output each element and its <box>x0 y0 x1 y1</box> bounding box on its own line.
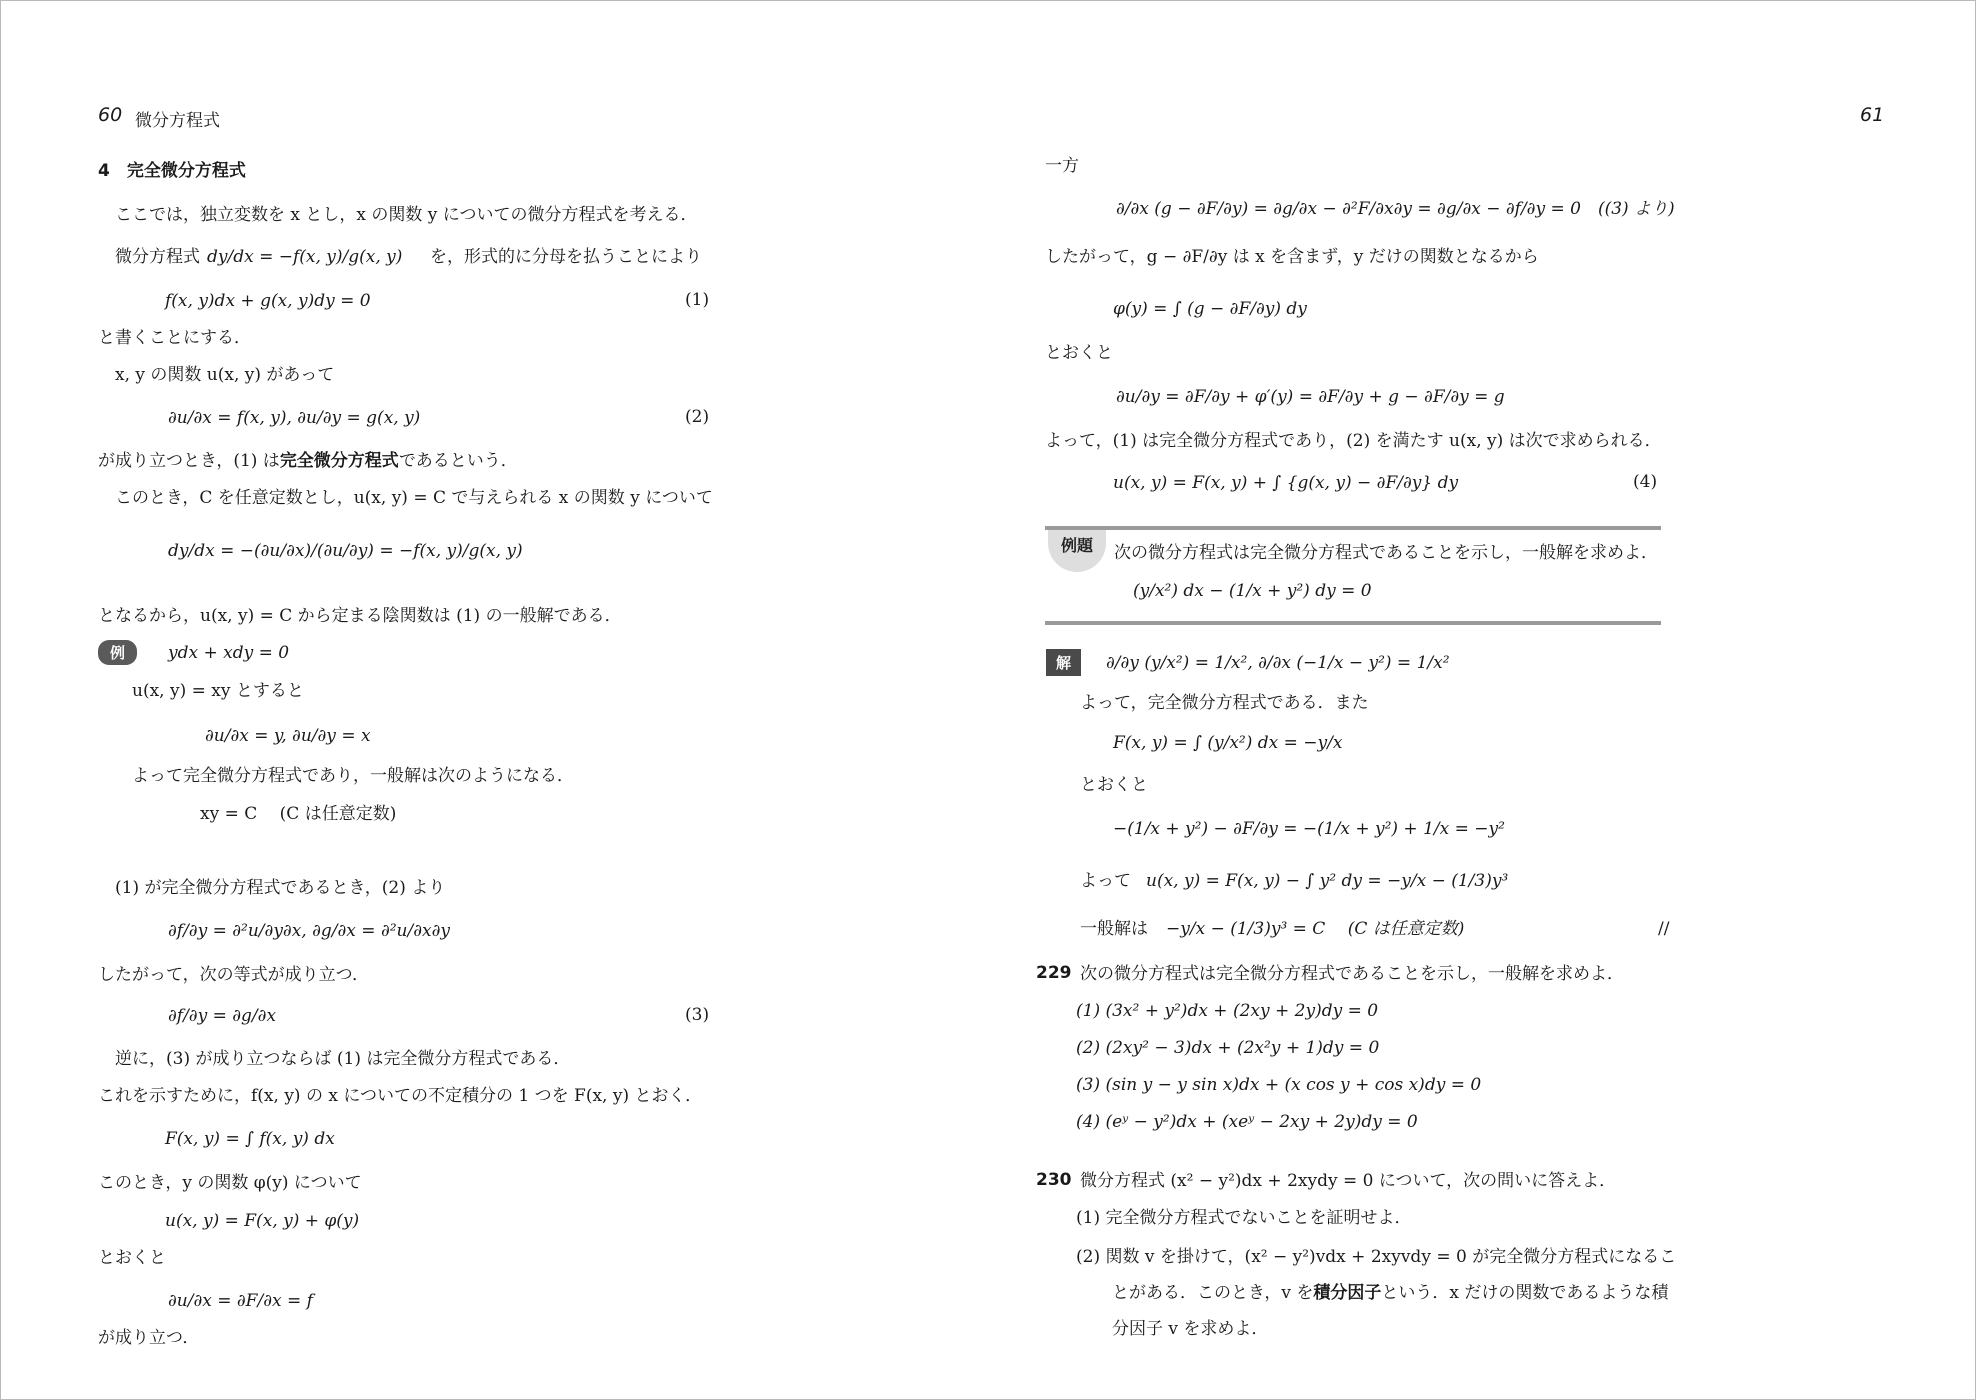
equation: ∂u/∂x = y, ∂u/∂y = x <box>205 726 371 746</box>
solution-label <box>1046 649 1081 676</box>
equation: ∂/∂y (y/x²) = 1/x², ∂/∂x (−1/x − y²) = 1/x² <box>1106 653 1450 673</box>
equation: ∂/∂x (g − ∂F/∂y) = ∂g/∂x − ∂²F/∂x∂y = ∂g/∂x − ∂f/∂y = 0 ((3) より) <box>1116 199 1675 219</box>
paragraph-line: x, y の関数 u(x, y) があって <box>115 365 335 385</box>
example-rule-bottom <box>1045 621 1661 625</box>
paragraph-line: このとき，y の関数 φ(y) について <box>98 1173 362 1193</box>
paragraph-line: これを示すために，f(x, y) の x についての不定積分の 1 つを F(x, y) とおく． <box>98 1086 703 1106</box>
example-label: 例題 <box>1048 530 1106 572</box>
paragraph-line: となるから，u(x, y) = C から定まる陰関数は (1) の一般解である． <box>98 606 622 626</box>
problem-item: (2) (2xy² − 3)dx + (2x²y + 1)dy = 0 <box>1076 1038 1380 1058</box>
example-label <box>98 640 137 665</box>
end-mark: // <box>1658 919 1670 939</box>
example-text: 次の微分方程式は完全微分方程式であることを示し，一般解を求めよ． <box>1114 543 1658 563</box>
problem-number: 229 <box>1036 963 1072 983</box>
problem-number: 230 <box>1036 1170 1072 1190</box>
equation: φ(y) = ∫ (g − ∂F/∂y) dy <box>1113 299 1307 319</box>
paragraph-line: よって，(1) は完全微分方程式であり，(2) を満たす u(x, y) は次で求められる． <box>1045 431 1662 451</box>
equation-number: (2) <box>685 407 710 427</box>
equation: ydx + xdy = 0 <box>168 643 290 663</box>
equation-2: ∂u/∂x = f(x, y), ∂u/∂y = g(x, y) <box>168 408 421 428</box>
problem-item: (1) (3x² + y²)dx + (2xy + 2y)dy = 0 <box>1076 1001 1379 1021</box>
equation: −y/x − (1/3)y³ = C (C は任意定数) <box>1166 919 1465 939</box>
paragraph-line: よって <box>1080 871 1131 891</box>
equation: ∂f/∂y = ∂²u/∂y∂x, ∂g/∂x = ∂²u/∂x∂y <box>168 921 451 941</box>
paragraph-line: (1) が完全微分方程式であるとき，(2) より <box>115 878 446 898</box>
equation-number: (3) <box>685 1005 710 1025</box>
paragraph-line: 逆に，(3) が成り立つならば (1) は完全微分方程式である． <box>115 1049 571 1069</box>
paragraph-line: とおくと <box>98 1248 166 1268</box>
running-title: 微分方程式 <box>135 111 220 131</box>
equation: u(x, y) = F(x, y) + φ(y) <box>165 1211 360 1231</box>
problem-item-continued: 分因子 v を求めよ． <box>1112 1319 1269 1339</box>
problem-text: 微分方程式 (x² − y²)dx + 2xydy = 0 について，次の問いに答えよ． <box>1080 1171 1617 1191</box>
equation: dy/dx = −f(x, y)/g(x, y) <box>207 247 403 267</box>
paragraph-line: を，形式的に分母を払うことにより <box>430 247 702 267</box>
equation: dy/dx = −(∂u/∂x)/(∂u/∂y) = −f(x, y)/g(x, y) <box>168 541 523 561</box>
section-heading: 4 完全微分方程式 <box>98 161 246 181</box>
paragraph-line: したがって，g − ∂F/∂y は x を含まず，y だけの関数となるから <box>1045 247 1539 267</box>
equation: xy = C (C は任意定数) <box>200 804 397 824</box>
problem-item: (1) 完全微分方程式でないことを証明せよ． <box>1076 1208 1412 1228</box>
example-equation: (y/x²) dx − (1/x + y²) dy = 0 <box>1133 581 1372 601</box>
equation-4: u(x, y) = F(x, y) + ∫ {g(x, y) − ∂F/∂y} dy <box>1113 473 1459 493</box>
equation: u(x, y) = F(x, y) − ∫ y² dy = −y/x − (1/3)y³ <box>1146 871 1509 891</box>
term-bold: 積分因子 <box>1313 1283 1382 1303</box>
equation-number: (4) <box>1633 472 1658 492</box>
equation-1: f(x, y)dx + g(x, y)dy = 0 <box>165 291 371 311</box>
text: という．x だけの関数であるような積 <box>1381 1283 1669 1303</box>
left-page-number: 60 <box>98 104 123 126</box>
right-page-number: 61 <box>1860 104 1885 126</box>
paragraph-line: したがって，次の等式が成り立つ． <box>98 965 369 985</box>
problem-item: (2) 関数 v を掛けて，(x² − y²)vdx + 2xyvdy = 0 が完全微分方程式になるこ <box>1076 1247 1677 1267</box>
equation: −(1/x + y²) − ∂F/∂y = −(1/x + y²) + 1/x = −y² <box>1113 819 1505 839</box>
paragraph-line: とおくと <box>1045 343 1113 363</box>
text: が成り立つとき，(1) は <box>98 451 280 471</box>
problem-text: 次の微分方程式は完全微分方程式であることを示し，一般解を求めよ． <box>1080 964 1624 984</box>
example-pill: 例 <box>98 640 137 665</box>
solution-box: 解 <box>1046 649 1081 676</box>
paragraph-line: このとき，C を任意定数とし，u(x, y) = C で与えられる x の関数 y について <box>115 488 713 508</box>
paragraph-line: u(x, y) = xy とすると <box>132 681 304 701</box>
right-page <box>988 0 1976 1400</box>
paragraph-line: とおくと <box>1080 775 1148 795</box>
problem-item-continued <box>1112 1282 1668 1304</box>
paragraph-line: 一方 <box>1045 156 1079 176</box>
equation: F(x, y) = ∫ f(x, y) dx <box>165 1129 335 1149</box>
paragraph-line <box>98 450 518 472</box>
text: とがある．このとき，v を <box>1112 1283 1314 1303</box>
problem-item: (3) (sin y − y sin x)dx + (x cos y + cos x)dy = 0 <box>1076 1075 1482 1095</box>
equation-number: (1) <box>685 290 710 310</box>
paragraph-line: と書くことにする． <box>98 328 251 348</box>
equation: ∂u/∂x = ∂F/∂x = f <box>168 1291 313 1311</box>
equation: ∂u/∂y = ∂F/∂y + φ′(y) = ∂F/∂y + g − ∂F/∂y = g <box>1116 387 1505 407</box>
equation: F(x, y) = ∫ (y/x²) dx = −y/x <box>1113 733 1343 753</box>
paragraph-line: よって完全微分方程式であり，一般解は次のようになる． <box>132 766 574 786</box>
paragraph-line: が成り立つ． <box>98 1328 200 1348</box>
example-rule-top <box>1045 526 1661 530</box>
text: であるという． <box>398 451 518 471</box>
term-bold: 完全微分方程式 <box>279 451 399 471</box>
paragraph-line: ここでは，独立変数を x とし，x の関数 y についての微分方程式を考える． <box>115 205 698 225</box>
paragraph-line: 一般解は <box>1080 919 1148 939</box>
equation-3: ∂f/∂y = ∂g/∂x <box>168 1006 277 1026</box>
problem-item: (4) (eʸ − y²)dx + (xeʸ − 2xy + 2y)dy = 0 <box>1076 1112 1418 1132</box>
paragraph-line: よって，完全微分方程式である．また <box>1080 693 1369 713</box>
paragraph-line: 微分方程式 <box>115 247 200 267</box>
